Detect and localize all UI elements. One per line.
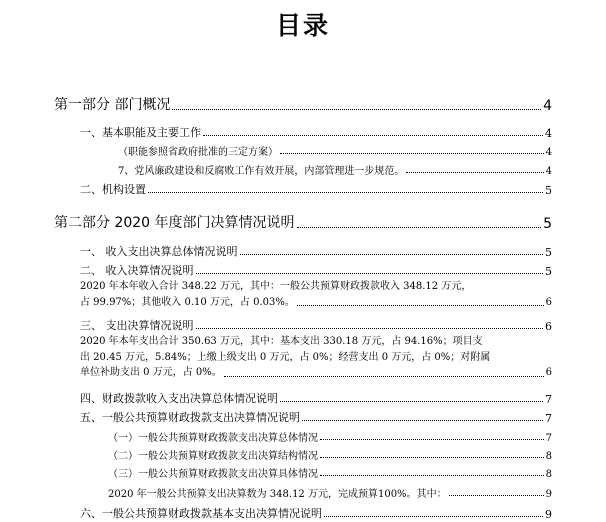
toc-entry-text: 一、 收入支出决算总体情况说明: [80, 245, 238, 258]
dot-leader: [449, 495, 544, 496]
toc-entry-text: 一、基本职能及主要工作: [80, 126, 201, 139]
dot-leader: [224, 376, 544, 377]
dot-leader: [406, 172, 543, 173]
toc-page-number: 4: [545, 127, 552, 140]
toc-entry-text: 六、一般公共预算财政拨款基本支出决算情况说明: [80, 507, 322, 520]
dot-leader: [320, 457, 544, 458]
toc-entry-text: 三、 支出决算情况说明: [80, 319, 194, 332]
dot-leader: [297, 227, 542, 228]
toc-entry-budget-details[interactable]: [108, 465, 552, 480]
toc-entry-text: 2020 年一般公共预算支出决算数为 348.12 万元，完成预算100%。其中：: [108, 489, 447, 500]
toc-page-number: 4: [543, 98, 552, 114]
toc-entry-text: （三）一般公共预算财政拨款支出决算具体情况: [108, 469, 318, 480]
toc-page-number: 5: [545, 184, 552, 197]
toc-page-number: 5: [545, 246, 552, 259]
toc-entry-fiscal-overall[interactable]: [80, 390, 552, 406]
toc-page-number: 5: [545, 265, 552, 278]
toc-page-number: 5: [543, 216, 552, 232]
toc-entry-text: 二、机构设置: [80, 183, 146, 196]
toc-entry-basic-functions[interactable]: [80, 124, 552, 140]
toc-title: 目录: [275, 11, 330, 40]
toc-page-number: 6: [545, 296, 552, 308]
toc-page-number: 8: [545, 469, 552, 480]
toc-entry-general-budget[interactable]: [80, 409, 552, 425]
dot-leader: [196, 328, 544, 329]
toc-entry-functions-note[interactable]: [118, 143, 552, 158]
toc-entry-text: 二、 收入决算情况说明: [80, 264, 194, 277]
dot-leader: [320, 439, 544, 440]
paragraph-line: 单位补助支出 0 万元，占 0%。: [80, 367, 222, 379]
toc-entry-text: 四、财政拨款收入支出决算总体情况说明: [80, 392, 278, 405]
toc-page-number: 6: [545, 367, 552, 379]
toc-entry-part2[interactable]: [54, 212, 552, 232]
toc-page-number: 4: [545, 147, 552, 158]
toc-entry-item-7[interactable]: [118, 162, 552, 177]
dot-leader: [324, 516, 543, 517]
toc-entry-part1[interactable]: [54, 94, 552, 114]
dot-leader: [297, 305, 544, 306]
toc-entry-text: （二）一般公共预算财政拨款支出决算结构情况: [108, 451, 318, 462]
dot-leader: [196, 273, 544, 274]
toc-page-number: 6: [545, 320, 552, 333]
toc-entry-budget-structure[interactable]: [108, 447, 552, 462]
toc-page-number: 7: [545, 433, 552, 444]
dot-leader: [172, 109, 541, 110]
paragraph-line: 占 99.97%；其他收入 0.10 万元，占 0.03%。: [80, 296, 295, 308]
dot-leader: [280, 153, 544, 154]
toc-page-number: 7: [545, 393, 552, 406]
toc-paragraph-expense[interactable]: [80, 334, 552, 381]
toc-entry-text: 第二部分 2020 年度部门决算情况说明: [54, 215, 295, 231]
paragraph-line: 2020 年本年支出合计 350.63 万元，其中：基本支出 330.18 万元，占 94.16%；项目支: [80, 336, 483, 347]
toc-paragraph-income[interactable]: [80, 279, 552, 310]
toc-entry-budget-2020[interactable]: [108, 485, 552, 500]
dot-leader: [302, 420, 543, 421]
dot-leader: [280, 401, 543, 402]
toc-page-number: 7: [545, 412, 552, 425]
paragraph-line: 2020 年本年收入合计 348.22 万元，其中：一般公共预算财政拨款收入 348.12 万元，: [80, 281, 472, 292]
toc-entry-income[interactable]: [80, 262, 552, 278]
toc-entry-text: 第一部分 部门概况: [54, 97, 171, 113]
toc-entry-text: （职能参照省政府批准的三定方案）: [118, 147, 278, 158]
toc-entry-text: 7、党风廉政建设和反腐败工作有效开展，内部管理进一步规范。: [118, 166, 405, 177]
toc-entry-overall[interactable]: [80, 243, 552, 259]
toc-entry-budget-overall[interactable]: [108, 429, 552, 444]
toc-entry-basic-expense[interactable]: [80, 505, 552, 521]
toc-page-number: 4: [545, 166, 552, 177]
toc-entry-text: 五、一般公共预算财政拨款支出决算情况说明: [80, 411, 300, 424]
toc-entry-text: （一）一般公共预算财政拨款支出决算总体情况: [108, 433, 318, 444]
toc-entry-expense[interactable]: [80, 317, 552, 333]
dot-leader: [148, 192, 543, 193]
toc-page-number: 9: [545, 489, 552, 500]
dot-leader: [320, 475, 544, 476]
paragraph-line: 出 20.45 万元，5.84%；上缴上级支出 0 万元，占 0%；经营支出 0 万元，占 0%；对附属: [80, 351, 491, 363]
dot-leader: [203, 135, 543, 136]
toc-entry-organization[interactable]: [80, 181, 552, 197]
toc-page-number: 8: [545, 451, 552, 462]
toc-page-number: 9: [545, 508, 552, 521]
dot-leader: [240, 254, 544, 255]
